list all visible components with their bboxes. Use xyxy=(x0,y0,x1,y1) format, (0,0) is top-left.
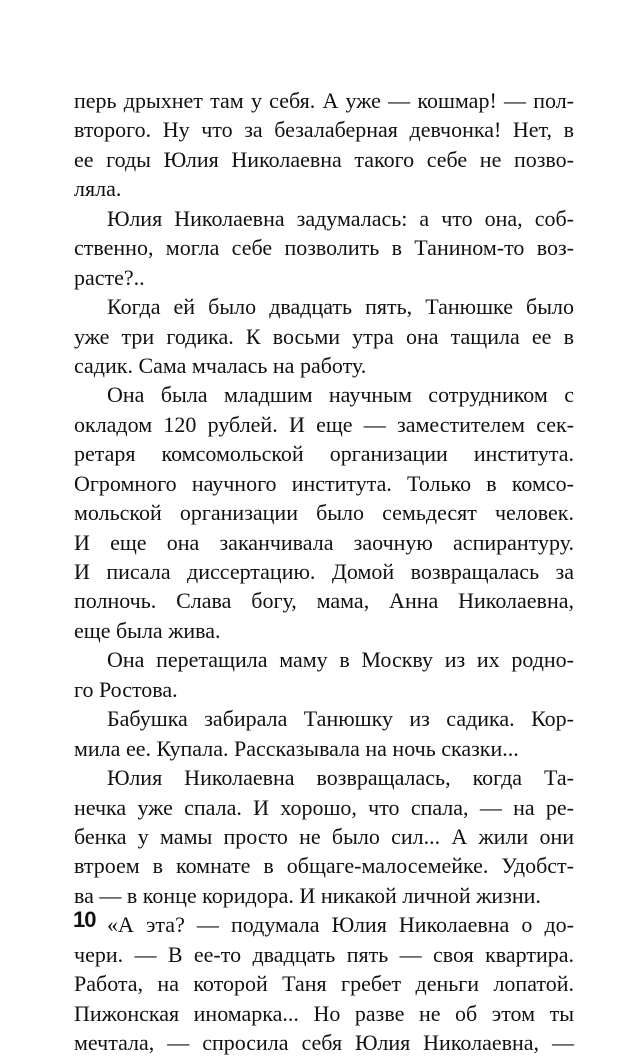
text-line: второго. Ну что за безалаберная девчонка! Нет, в xyxy=(74,117,574,143)
text-line: еще была жива. xyxy=(74,617,221,643)
text-line: окладом 120 рублей. И еще — заместителем сек- xyxy=(74,411,574,437)
text-line: И писала диссертацию. Домой возвращалась за xyxy=(74,559,574,584)
text-line: чери. — В ее-то двадцать пять — своя квартира. xyxy=(74,941,574,967)
text-line: ва — в конце коридора. И никакой личной жизни. xyxy=(74,882,541,908)
text-line: Она перетащила маму в Москву из их родно- xyxy=(107,647,574,673)
text-line: Работа, на которой Таня гребет деньги лопатой. xyxy=(74,971,574,997)
text-line: «А эта? — подумала Юлия Николаевна о до- xyxy=(107,912,574,938)
text-line: го Ростова. xyxy=(74,676,178,702)
body-text xyxy=(74,86,574,1057)
text-line: ляла. xyxy=(74,176,122,202)
text-line: Когда ей было двадцать пять, Танюшке было xyxy=(107,294,574,320)
text-line: мила ее. Купала. Рассказывала на ночь сказки... xyxy=(74,735,519,761)
text-line: Юлия Николаевна возвращалась, когда Та- xyxy=(107,765,574,791)
text-line: ее годы Юлия Николаевна такого себе не позво- xyxy=(74,146,574,172)
text-line: ретаря комсомольской организации института. xyxy=(74,441,574,467)
text-line: Юлия Николаевна задумалась: а что она, соб- xyxy=(107,205,574,231)
text-line: И еще она заканчивала заочную аспирантуру. xyxy=(74,529,574,555)
text-line: мольской организации было семьдесят человек. xyxy=(74,500,574,526)
text-line: ственно, могла себе позволить в Танином-то воз- xyxy=(74,235,574,261)
text-line: уже три годика. К восьми утра она тащила ее в xyxy=(74,323,574,349)
text-line: бенка у мамы просто не было сил... А жили они xyxy=(74,823,574,849)
text-line: мечтала, — спросила себя Юлия Николаевна, — xyxy=(74,1030,574,1055)
text-line: Огромного научного института. Только в комсо- xyxy=(74,470,574,496)
text-line: садик. Сама мчалась на работу. xyxy=(74,352,367,378)
text-line: нечка уже спала. И хорошо, что спала, — на ре- xyxy=(74,794,574,820)
text-line: Она была младшим научным сотрудником с xyxy=(107,382,574,408)
page-number: 10 xyxy=(73,907,96,932)
text-line: втроем в комнате в общаге-малосемейке. Удобст- xyxy=(74,853,574,879)
text-line: Бабушка забирала Танюшку из садика. Кор- xyxy=(107,706,574,732)
text-line: Пижонская иномарка... Но разве не об этом ты xyxy=(74,1000,574,1026)
text-line: расте?.. xyxy=(74,264,145,290)
text-line: полночь. Слава богу, мама, Анна Николаевна, xyxy=(74,588,574,614)
text-line: перь дрыхнет там у себя. А уже — кошмар! — пол- xyxy=(74,88,574,113)
